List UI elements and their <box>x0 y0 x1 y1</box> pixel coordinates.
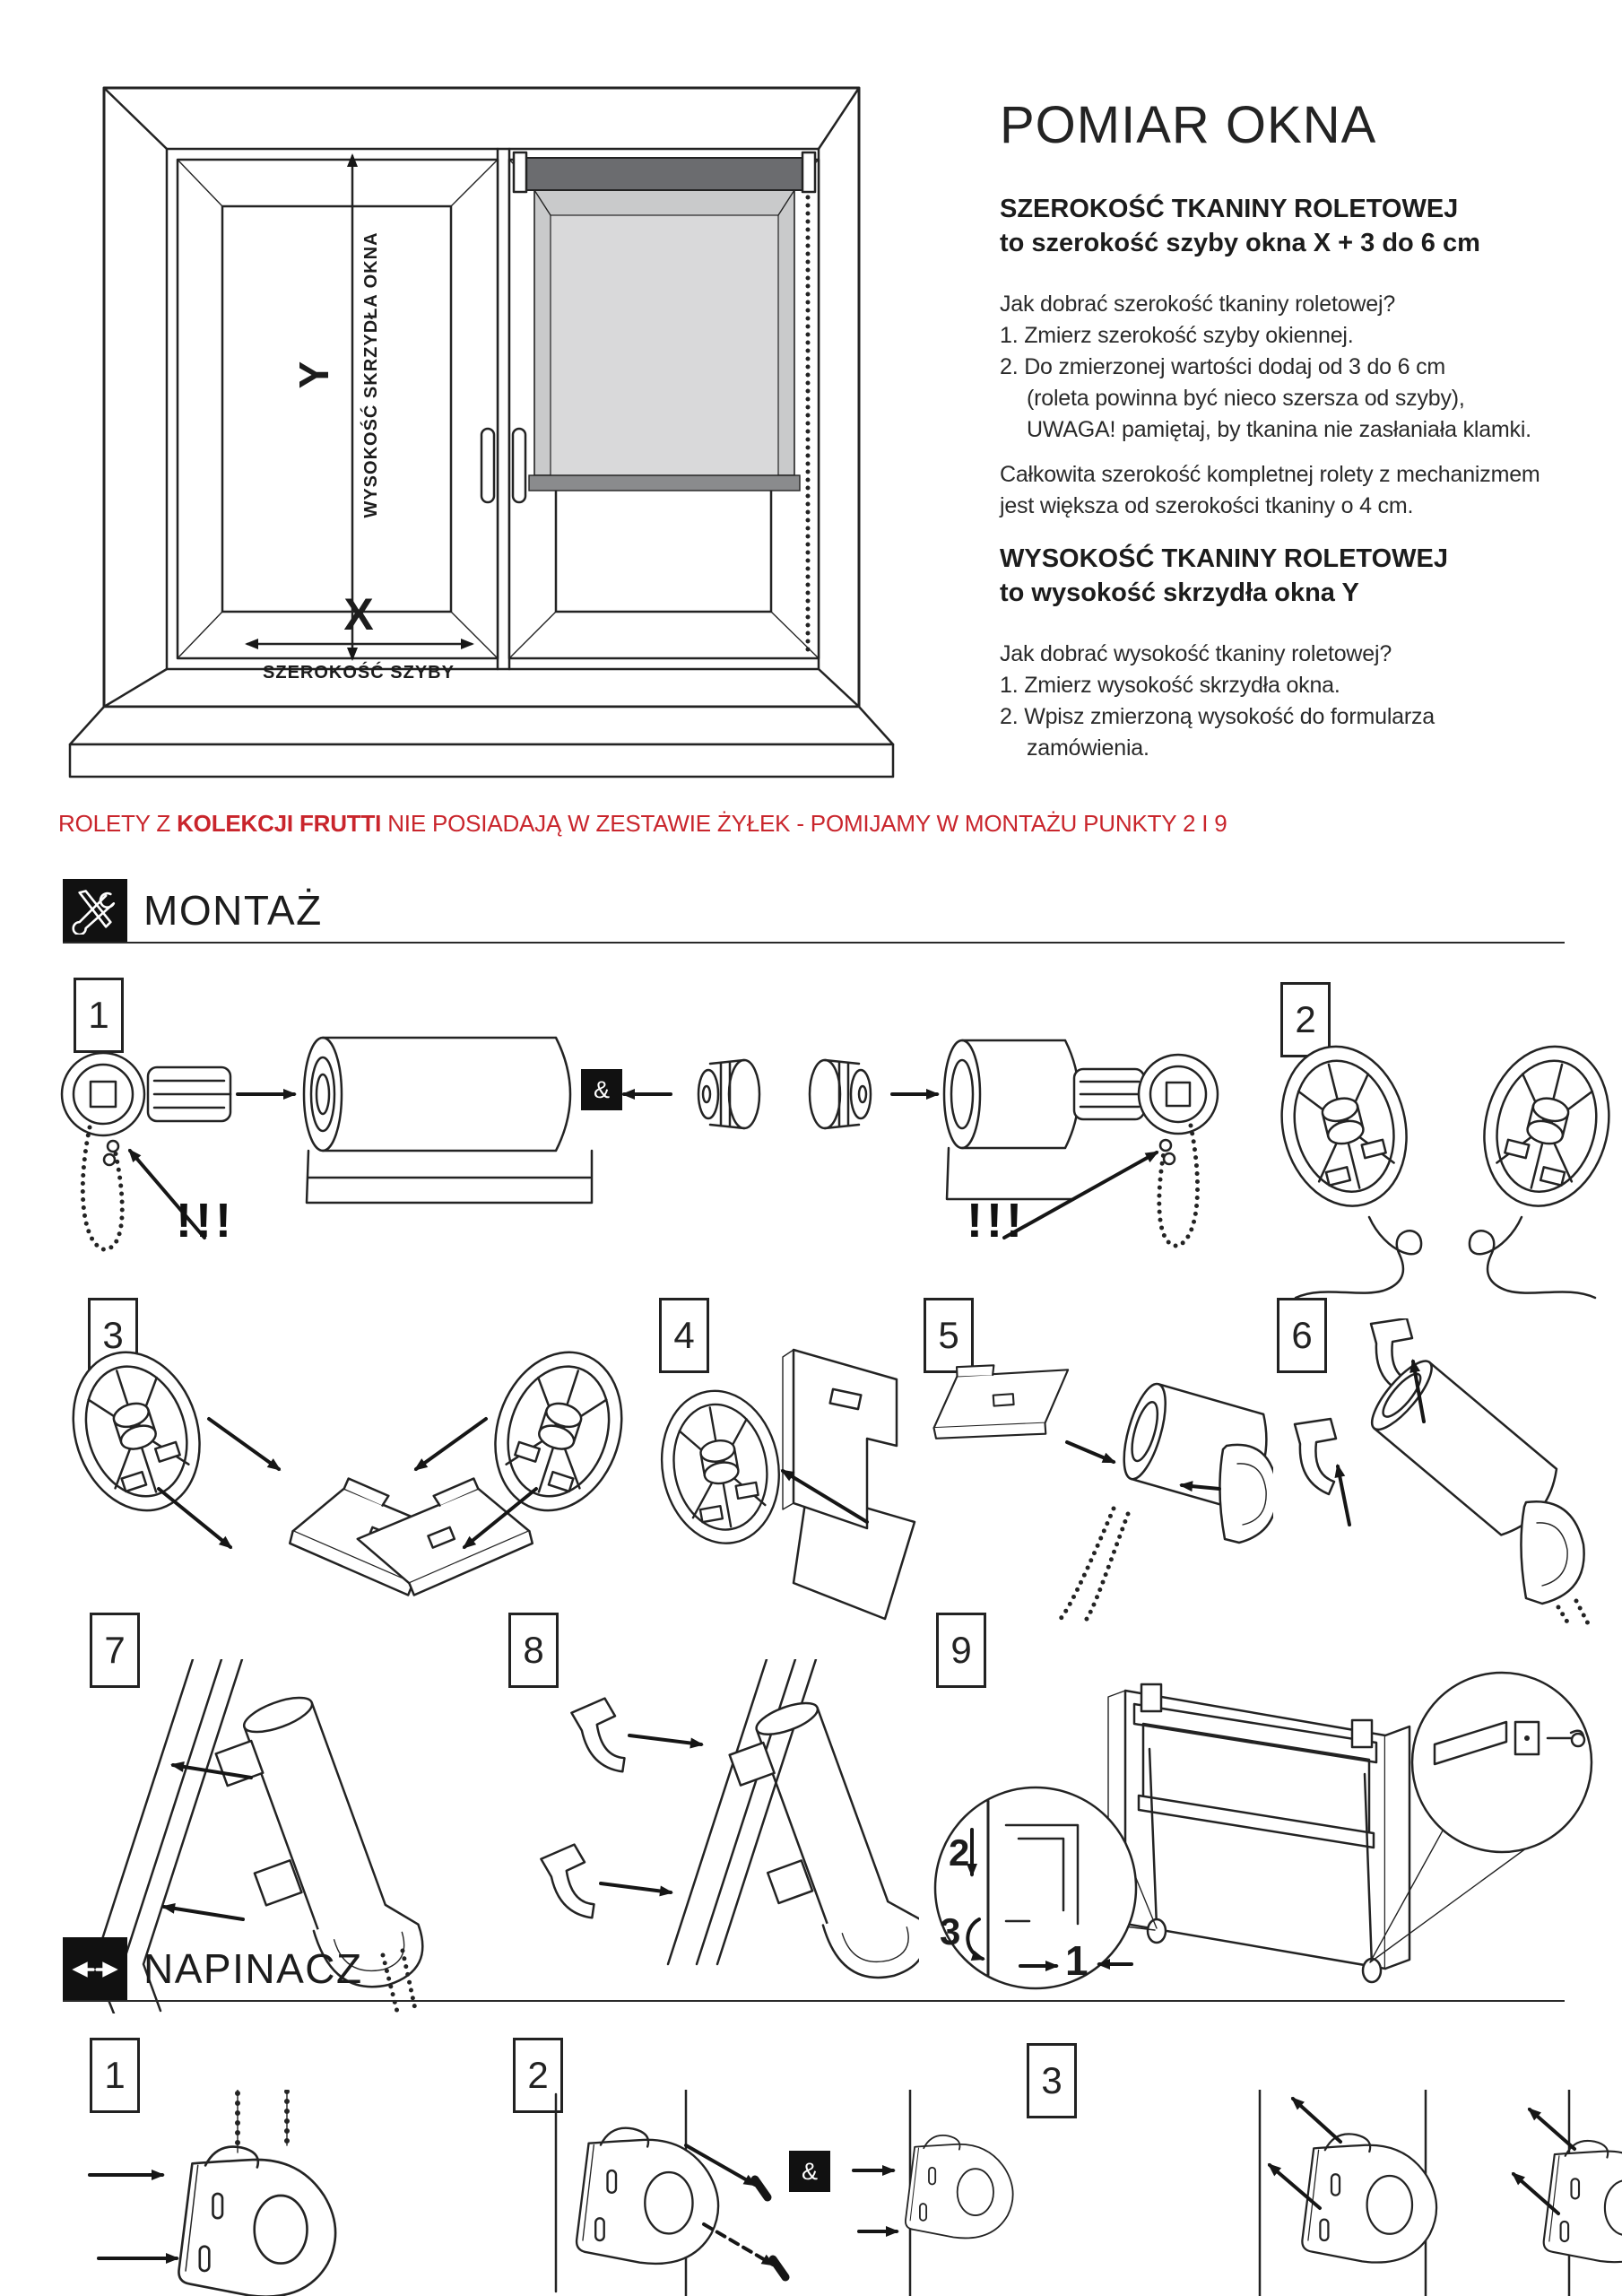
montaz-step-label-2: 2 <box>1280 982 1331 1057</box>
montaz-step4-illustration <box>659 1336 924 1623</box>
napinacz-divider <box>63 2000 1565 2002</box>
height-instructions <box>1000 639 1435 764</box>
text-line: 1. Zmierz szerokość szyby okiennej. <box>1000 323 1354 348</box>
montaz-step-label-7: 7 <box>90 1613 140 1688</box>
montaz-step9-illustration <box>932 1659 1622 2018</box>
montaz-step8-illustration <box>529 1659 919 2013</box>
step9-detail-2: 2 <box>949 1831 970 1874</box>
tension-arrows-icon <box>63 1937 127 2002</box>
montaz-step-label-1: 1 <box>74 978 124 1053</box>
width-heading-2: to szerokość szyby okna X + 3 do 6 cm <box>1000 229 1480 257</box>
montaz-step5-illustration <box>924 1336 1273 1623</box>
x-caption: SZEROKOŚĆ SZYBY <box>263 663 455 683</box>
napinacz-step1-illustration <box>76 2090 453 2296</box>
text-line: 2. Do zmierzonej wartości dodaj od 3 do 6 cm <box>1000 354 1445 379</box>
napinacz-step-label-1: 1 <box>90 2038 140 2113</box>
x-label: X <box>343 589 374 639</box>
width-note <box>1000 459 1540 522</box>
napinacz-title: NAPINACZ <box>143 1945 363 1992</box>
napinacz-step-label-3: 3 <box>1027 2043 1077 2118</box>
napinacz-step3-illustration <box>1067 2090 1622 2296</box>
montaz-step3-illustration <box>58 1336 637 1623</box>
text-line: (roleta powinna być nieco szersza od szyby), <box>1027 386 1465 411</box>
montaz-step-label-6: 6 <box>1277 1298 1327 1373</box>
and-symbol-montaz: & <box>581 1069 622 1110</box>
napinacz-step-label-2: 2 <box>513 2038 563 2113</box>
frutti-warning: ROLETY Z KOLEKCJI FRUTTI NIE POSIADAJĄ W ZESTAWIE ŻYŁEK - POMIJAMY W MONTAŻU PUNKTY 2 I 9 <box>58 810 1227 837</box>
montaz-divider <box>63 942 1565 944</box>
step9-detail-1: 1 <box>1065 1937 1089 1984</box>
text-line: UWAGA! pamiętaj, by tkanina nie zasłaniała klamki. <box>1027 417 1531 442</box>
text-line: Jak dobrać wysokość tkaniny roletowej? <box>1000 641 1392 666</box>
montaz-title: MONTAŻ <box>143 887 323 934</box>
warning-exclamation-left: !!! <box>176 1194 235 1248</box>
napinacz-step2-illustration <box>502 2090 1022 2296</box>
montaz-step-label-8: 8 <box>508 1613 559 1688</box>
montaz-step6-illustration <box>1273 1318 1622 1628</box>
and-symbol-napinacz: & <box>789 2151 830 2192</box>
step9-detail-3: 3 <box>940 1910 961 1952</box>
text-line: Jak dobrać szerokość tkaniny roletowej? <box>1000 291 1396 317</box>
text-line: 2. Wpisz zmierzoną wysokość do formularza <box>1000 704 1436 729</box>
y-label: Y <box>291 361 337 389</box>
height-heading-1: WYSOKOŚĆ TKANINY ROLETOWEJ <box>1000 544 1449 573</box>
text-line: zamówienia. <box>1027 735 1149 761</box>
text-line: 1. Zmierz wysokość skrzydła okna. <box>1000 673 1340 698</box>
text-line: Całkowita szerokość kompletnej rolety z mechanizmem <box>1000 462 1540 487</box>
text-line: jest większa od szerokości tkaniny o 4 cm. <box>1000 493 1414 518</box>
width-instructions <box>1000 289 1531 446</box>
window-measure-diagram <box>61 79 908 792</box>
montaz-step-label-4: 4 <box>659 1298 709 1373</box>
montaz-step1-illustration <box>54 1027 1228 1292</box>
page-title: POMIAR OKNA <box>1000 96 1377 154</box>
width-heading-1: SZEROKOŚĆ TKANINY ROLETOWEJ <box>1000 195 1459 223</box>
tools-icon <box>63 879 127 944</box>
montaz-step-label-9: 9 <box>936 1613 986 1688</box>
montaz-step2-illustration <box>1269 1027 1622 1300</box>
warning-exclamation-right: !!! <box>967 1194 1026 1248</box>
height-heading-2: to wysokość skrzydła okna Y <box>1000 578 1359 607</box>
montaz-step-label-5: 5 <box>924 1298 974 1373</box>
y-caption: WYSOKOŚĆ SKRZYDŁA OKNA <box>361 231 381 518</box>
montaz-step-label-3: 3 <box>88 1298 138 1373</box>
